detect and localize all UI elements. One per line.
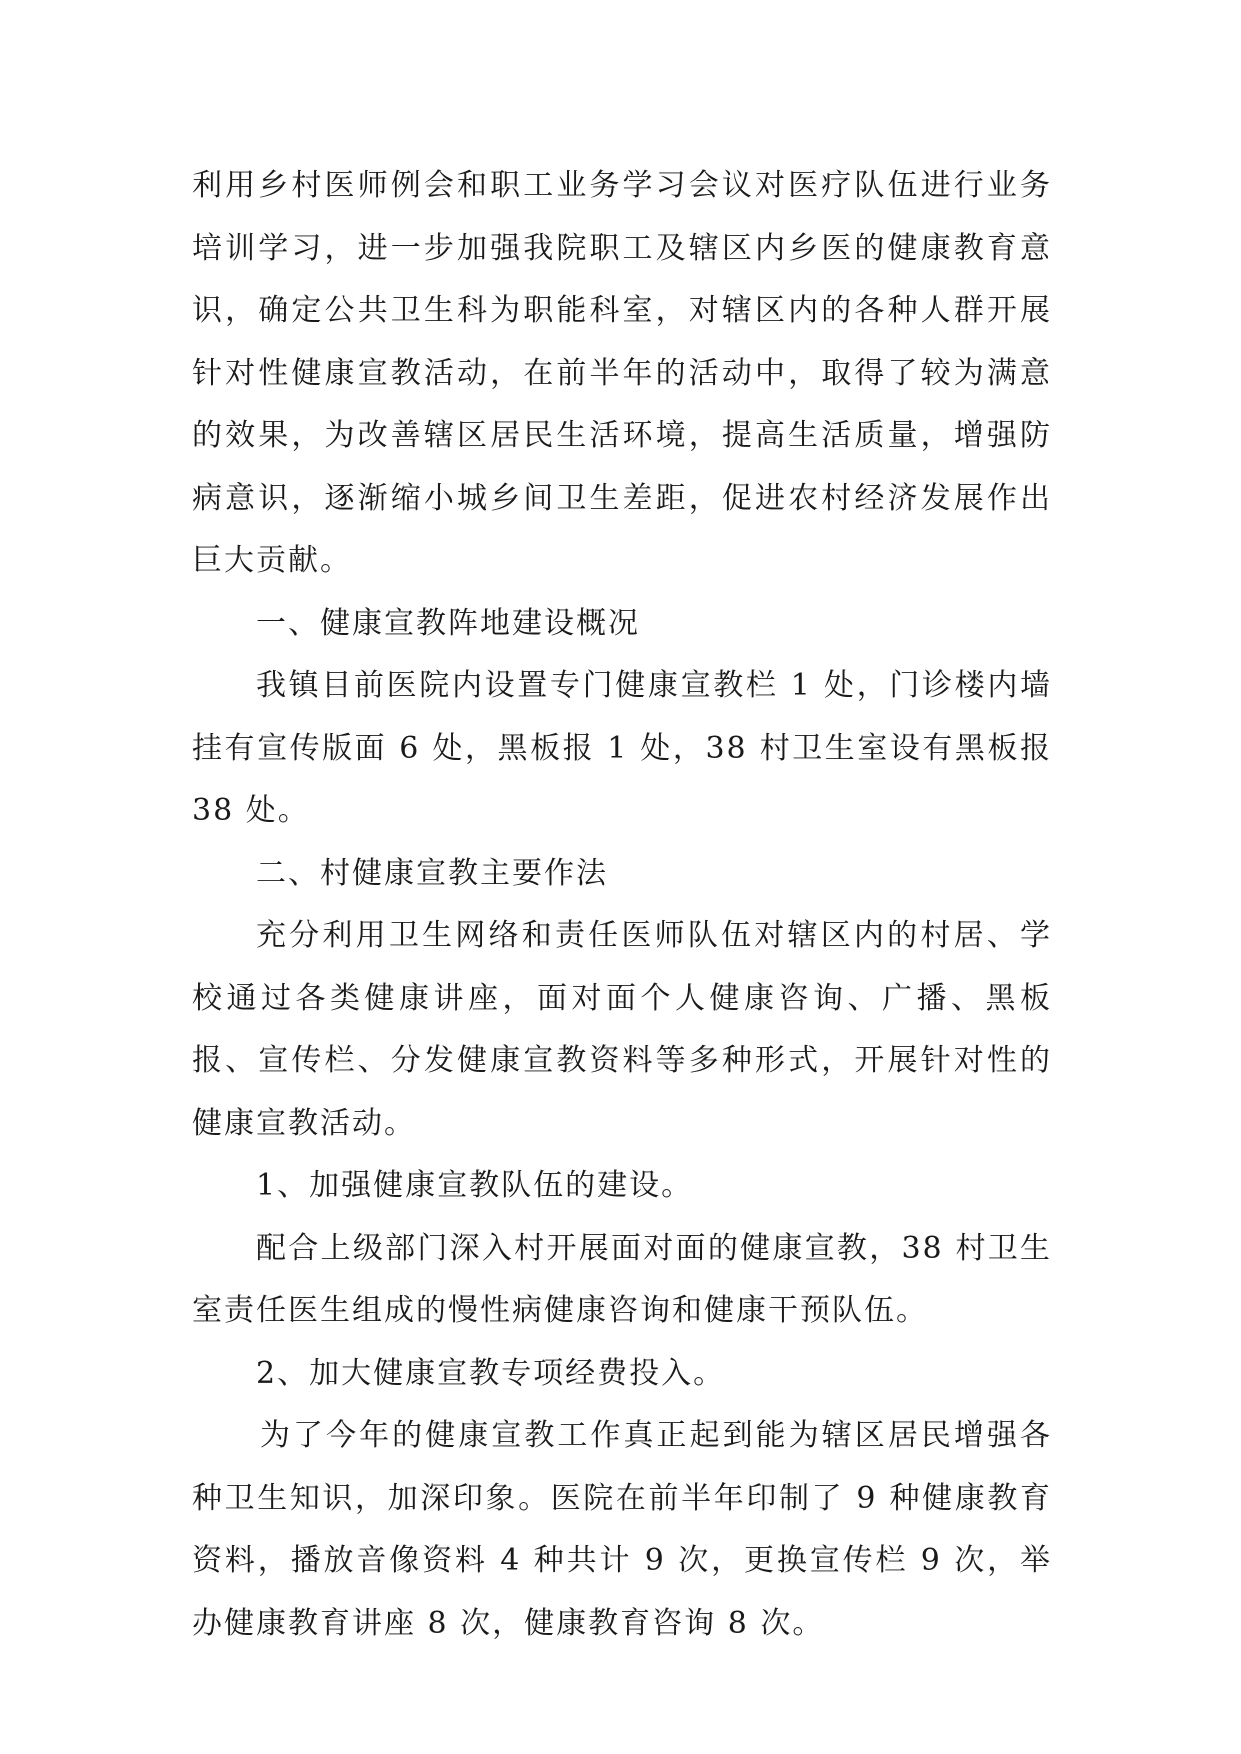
paragraph-intro: 利用乡村医师例会和职工业务学习会议对医疗队伍进行业务培训学习，进一步加强我院职工及辖区内乡医的健康教育意识，确定公共卫生科为职能科室，对辖区内的各种人群开展针对性健康宣教活动，在前半年的活动中，取得了较为满意的效果，为改善辖区居民生活环境，提高生活质量，增强防病意识，逐渐缩小城乡间卫生差距，促进农村经济发展作出巨大贡献。 — [192, 168, 1052, 578]
section-heading-1: 一、健康宣教阵地建设概况 — [256, 605, 640, 641]
paragraph-section-1: 我镇目前医院内设置专门健康宣教栏 1 处，门诊楼内墙挂有宣传版面 6 处，黑板报 1 处，38 村卫生室设有黑板报 38 处。 — [192, 668, 1052, 828]
section-heading-2: 二、村健康宣教主要作法 — [256, 855, 608, 891]
document-page — [192, 155, 1052, 1655]
paragraph-section-2: 充分利用卫生网络和责任医师队伍对辖区内的村居、学校通过各类健康讲座，面对面个人健康咨询、广播、黑板报、宣传栏、分发健康宣教资料等多种形式，开展针对性的健康宣教活动。 — [192, 918, 1052, 1141]
subheading-2: 2、加大健康宣教专项经费投入。 — [256, 1355, 726, 1391]
subheading-1: 1、加强健康宣教队伍的建设。 — [256, 1168, 694, 1203]
paragraph-sub-1: 配合上级部门深入村开展面对面的健康宣教，38 村卫生室责任医生组成的慢性病健康咨询和健康干预队伍。 — [192, 1230, 1052, 1328]
paragraph-sub-2: 为了今年的健康宣教工作真正起到能为辖区居民增强各种卫生知识，加深印象。医院在前半年印制了 9 种健康教育资料，播放音像资料 4 种共计 9 次，更换宣传栏 9 次，举办健康教育讲座 8 次，健康教育咨询 8 次。 — [192, 1418, 1052, 1641]
